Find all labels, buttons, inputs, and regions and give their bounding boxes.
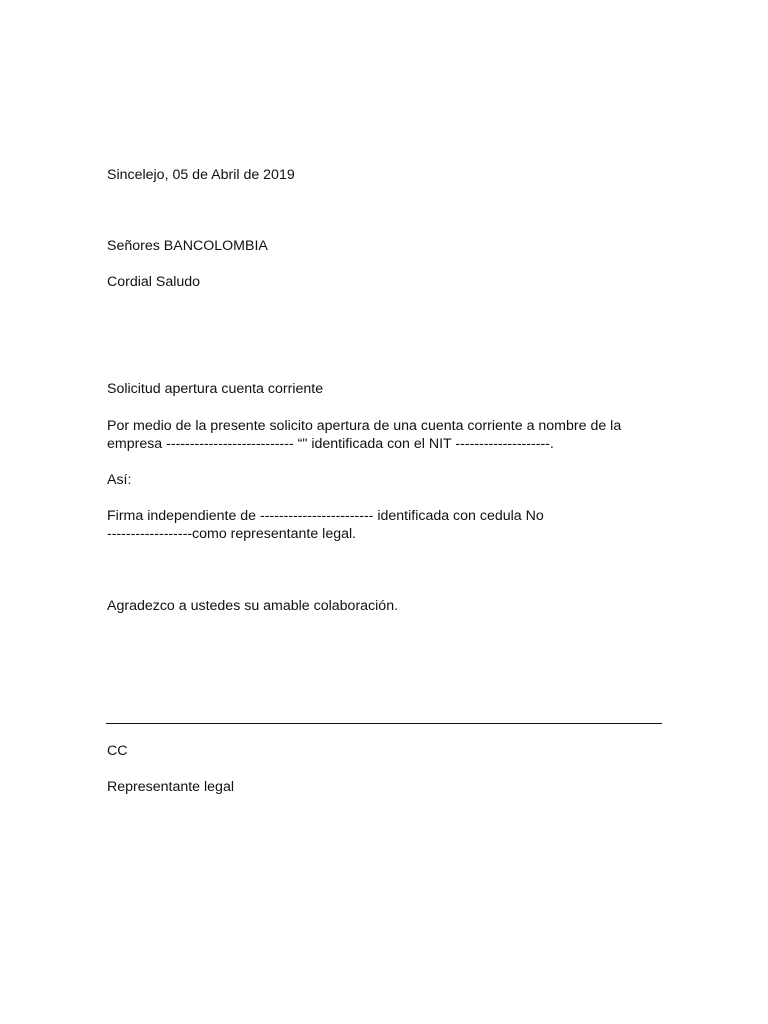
signature-cc: CC bbox=[107, 743, 128, 759]
subject: Solicitud apertura cuenta corriente bbox=[107, 381, 324, 397]
recipient: Señores BANCOLOMBIA bbox=[107, 238, 268, 254]
signature-role: Representante legal bbox=[107, 779, 234, 795]
thanks: Agradezco a ustedes su amable colaboración. bbox=[107, 598, 399, 614]
greeting: Cordial Saludo bbox=[107, 274, 201, 290]
firma-line-1: Firma independiente de ------------------------ identificada con cedula No bbox=[107, 508, 544, 524]
place-date: Sincelejo, 05 de Abril de 2019 bbox=[107, 167, 295, 183]
asi-label: Así: bbox=[107, 472, 132, 488]
body-line-1: Por medio de la presente solicito apertura de una cuenta corriente a nombre de la bbox=[107, 418, 622, 434]
firma-line-2: ------------------como representante legal. bbox=[107, 526, 357, 542]
signature-line bbox=[106, 723, 662, 724]
body-line-2: empresa --------------------------- “" identificada con el NIT --------------------. bbox=[107, 436, 554, 452]
